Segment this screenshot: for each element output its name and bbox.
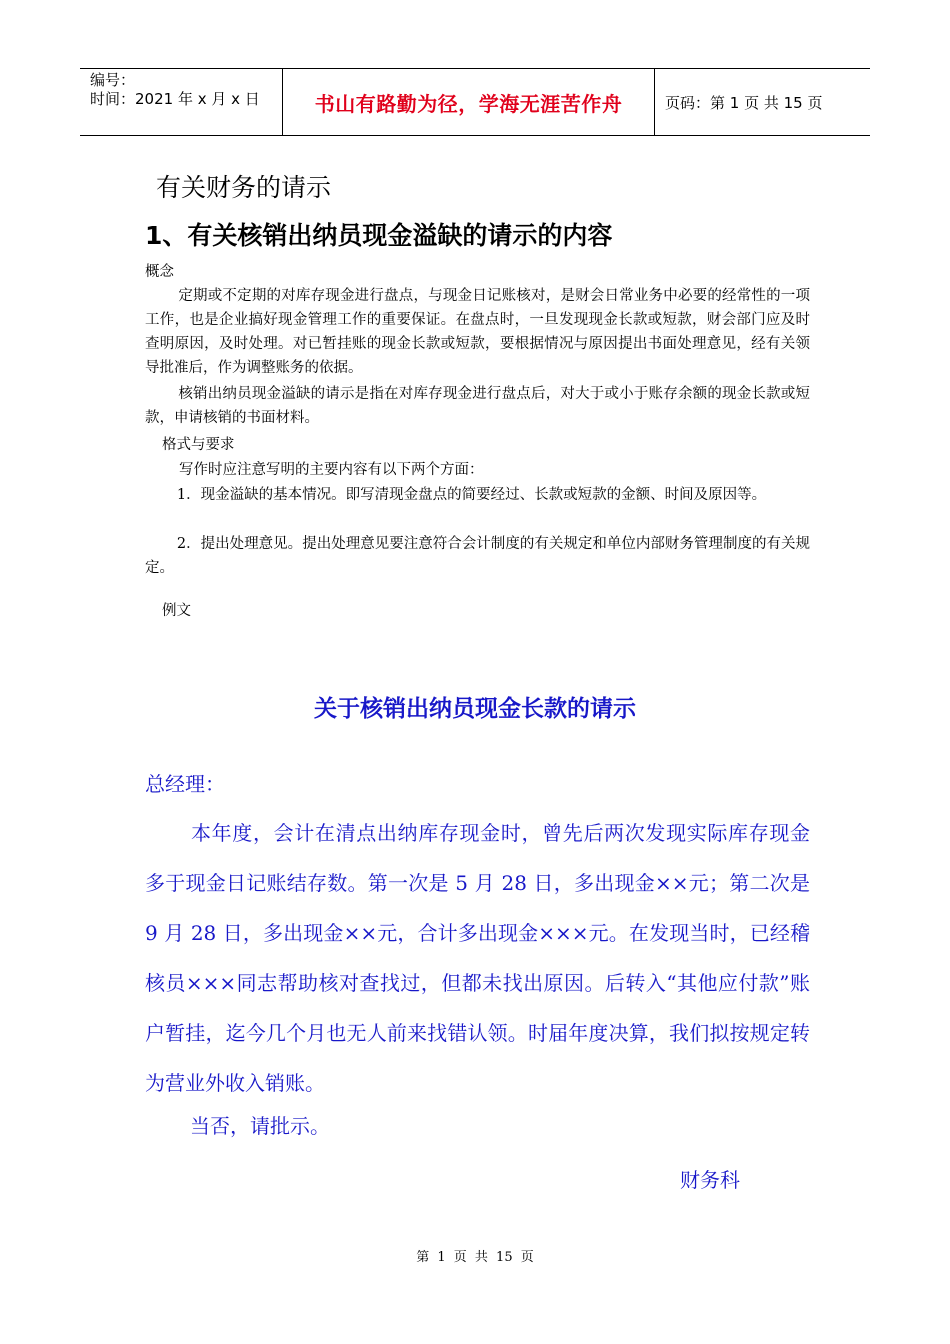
letter-salutation: 总经理： <box>145 772 225 796</box>
motto: 书山有路勤为径，学海无涯苦作舟 <box>282 69 655 135</box>
example-label: 例文 <box>162 603 191 619</box>
section-title: 1、有关核销出纳员现金溢缺的请示的内容 <box>145 221 613 250</box>
number-label: 编号： <box>90 71 136 89</box>
page-footer: 第 1 页 共 15 页 <box>416 1250 534 1265</box>
letter-signature: 财务科 <box>680 1168 740 1192</box>
concept-paragraph-1: 定期或不定期的对库存现金进行盘点，与现金日记账核对，是财会日常业务中必要的经常性的一项工作，也是企业搞好现金管理工作的重要保证。在盘点时，一旦发现现金长款或短款，财会部门应及时查明原因，及时处理。对已暂挂账的现金长款或短款，要根据情况与原因提出书面处理意见，经有关领导批准后，作为调整账务的依据。 <box>145 288 810 376</box>
header-left-cell <box>80 69 282 135</box>
time-label: 时间：2021 年 x 月 x 日 <box>90 90 260 108</box>
letter-title: 关于核销出纳员现金长款的请示 <box>314 696 636 722</box>
concept-label: 概念 <box>145 264 174 280</box>
letter-closing: 当否，请批示。 <box>190 1114 330 1138</box>
concept-paragraph-2: 核销出纳员现金溢缺的请示是指在对库存现金进行盘点后，对大于或小于账存余额的现金长款或短款，申请核销的书面材料。 <box>145 386 810 426</box>
page-info: 页码：第 1 页 共 15 页 <box>665 93 823 112</box>
header-table <box>80 68 870 136</box>
format-label: 格式与要求 <box>162 437 235 453</box>
format-item-1: 1．现金溢缺的基本情况。即写清现金盘点的简要经过、长款或短款的金额、时间及原因等。 <box>176 487 767 503</box>
letter-body: 本年度，会计在清点出纳库存现金时，曾先后两次发现实际库存现金多于现金日记账结存数。第一次是 5 月 28 日，多出现金××元；第二次是 9 月 28 日，多出现金××元，合计多出现金×××元。在发现当时，已经稽核员×××同志帮助核对查找过，但都未找出原因。后转入“其他应付款”账户暂挂，迄今几个月也无人前来找错认领。时届年度决算，我们拟按规定转为营业外收入销账。 <box>145 821 810 1095</box>
format-intro: 写作时应注意写明的主要内容有以下两个方面： <box>179 462 484 478</box>
doc-title: 有关财务的请示 <box>156 173 332 202</box>
format-item-2: 2．提出处理意见。提出处理意见要注意符合会计制度的有关规定和单位内部财务管理制度的有关规定。 <box>145 536 810 576</box>
